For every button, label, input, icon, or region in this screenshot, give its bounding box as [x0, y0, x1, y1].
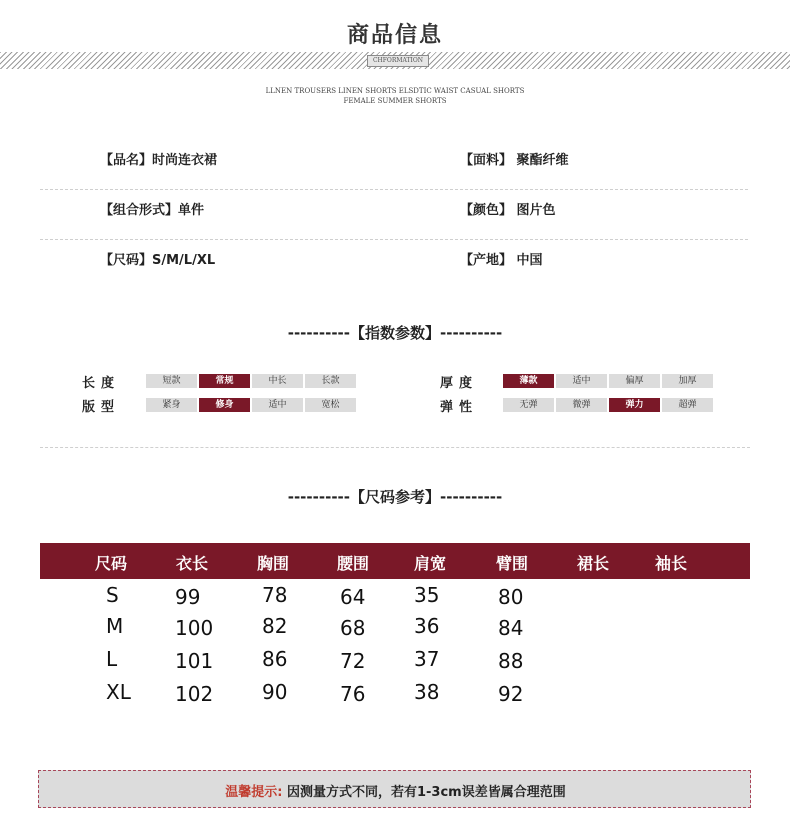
info-color: 【颜色】 图片色 [460, 203, 556, 218]
table-cell: M [106, 614, 124, 638]
param-option-chip: 紧身 [146, 398, 197, 412]
table-cell: 80 [498, 585, 524, 609]
param-label: 长度 [82, 376, 121, 391]
table-header-cell: 臂围 [496, 554, 529, 573]
table-cell: 35 [414, 583, 440, 607]
table-header-cell: 裙长 [577, 554, 610, 573]
table-header-cell: 腰围 [337, 554, 370, 573]
table-cell: 76 [340, 682, 366, 706]
size-section-title: ----------【尺码参考】---------- [287, 488, 503, 506]
param-option-chip: 常规 [199, 374, 250, 388]
table-cell: S [106, 583, 119, 607]
param-option-chip: 中长 [252, 374, 303, 388]
table-cell: 100 [175, 616, 214, 640]
param-label: 版型 [82, 400, 121, 415]
table-cell: 82 [262, 614, 288, 638]
info-origin: 【产地】 中国 [460, 253, 543, 268]
table-cell: 36 [414, 614, 440, 638]
subtitle-line-1: LLNEN TROUSERS LINEN SHORTS ELSDTIC WAIST CASUAL SHORTS [265, 87, 525, 95]
table-cell: 37 [414, 647, 440, 671]
param-option-chip: 超弹 [662, 398, 713, 412]
table-header-cell: 袖长 [655, 554, 688, 573]
param-option-chip: 加厚 [662, 374, 713, 388]
info-row-3 [40, 240, 748, 290]
table-cell: 84 [498, 616, 524, 640]
notice-box [38, 770, 751, 808]
table-cell: 72 [340, 649, 366, 673]
table-cell: L [106, 647, 118, 671]
param-option-chip: 微弹 [556, 398, 607, 412]
param-option-chip: 长款 [305, 374, 356, 388]
table-cell: 38 [414, 680, 440, 704]
table-cell: 64 [340, 585, 366, 609]
table-cell: 68 [340, 616, 366, 640]
param-label: 弹性 [440, 400, 479, 415]
info-row-1 [40, 140, 748, 190]
subtitle-line-2: FEMALE SUMMER SHORTS [343, 97, 447, 105]
table-cell: 90 [262, 680, 288, 704]
section-divider [40, 447, 750, 448]
table-cell: 101 [175, 649, 214, 673]
size-table-header [40, 543, 750, 579]
index-section-title: ----------【指数参数】---------- [287, 324, 503, 342]
table-header-cell: 胸围 [257, 554, 290, 573]
page-subtitle [0, 86, 790, 106]
param-option-chip: 偏厚 [609, 374, 660, 388]
notice-label: 温馨提示: [225, 785, 283, 800]
info-name: 【品名】时尚连衣裙 [100, 153, 218, 168]
info-fabric: 【面料】 聚酯纤维 [460, 153, 569, 168]
page-title: 商品信息 [346, 22, 443, 48]
param-option-chip: 短款 [146, 374, 197, 388]
table-cell: 92 [498, 682, 524, 706]
info-size: 【尺码】S/M/L/XL [100, 253, 216, 268]
table-cell: XL [106, 680, 131, 704]
param-option-chip: 适中 [556, 374, 607, 388]
param-option-chip: 修身 [199, 398, 250, 412]
table-header-cell: 尺码 [95, 554, 128, 573]
table-cell: 78 [262, 583, 288, 607]
table-cell: 99 [175, 585, 201, 609]
param-option-chip: 弹力 [609, 398, 660, 412]
param-label: 厚度 [440, 376, 479, 391]
notice-message: 因测量方式不同，若有1-3cm误差皆属合理范围 [282, 785, 566, 800]
param-option-chip: 宽松 [305, 398, 356, 412]
table-header-cell: 肩宽 [414, 554, 447, 573]
param-option-chip: 适中 [252, 398, 303, 412]
table-header-cell: 衣长 [176, 554, 209, 573]
table-cell: 102 [175, 682, 214, 706]
banner-label: CHFORMATION [367, 55, 429, 67]
table-cell: 86 [262, 647, 288, 671]
param-option-chip: 无弹 [503, 398, 554, 412]
info-combination: 【组合形式】单件 [100, 203, 205, 218]
param-option-chip: 薄款 [503, 374, 554, 388]
notice-text [39, 781, 752, 800]
info-row-2 [40, 190, 748, 240]
table-cell: 88 [498, 649, 524, 673]
